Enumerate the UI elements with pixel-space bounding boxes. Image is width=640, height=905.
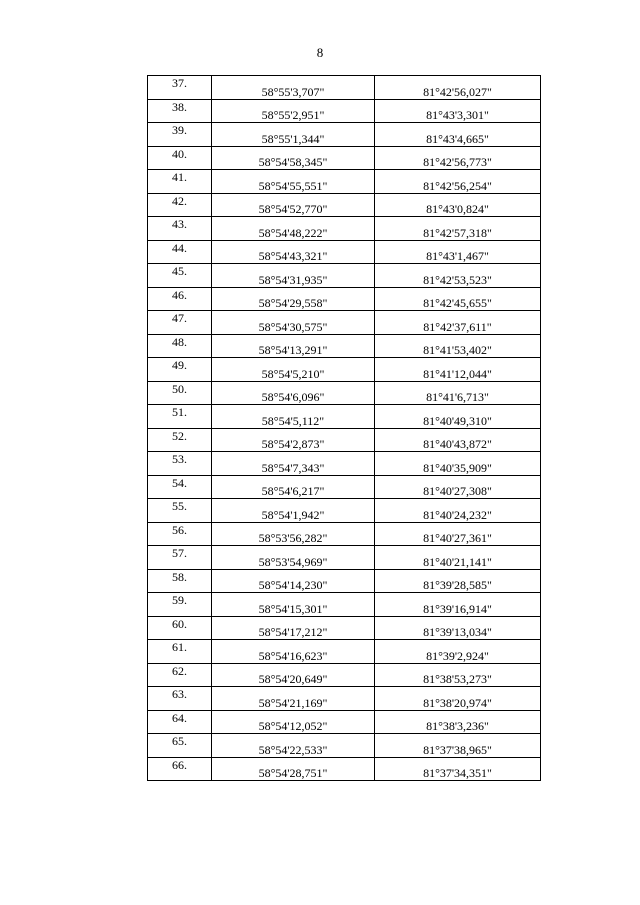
longitude-cell: 81°42'53,523": [375, 264, 541, 288]
latitude-cell: 58°54'15,301": [212, 593, 375, 617]
longitude-cell: 81°43'1,467": [375, 240, 541, 264]
longitude-cell: 81°41'6,713": [375, 381, 541, 405]
table-row: [148, 264, 541, 288]
point-number-cell: 64.: [148, 710, 212, 734]
table-row: [148, 240, 541, 264]
table-row: [148, 193, 541, 217]
longitude-cell: 81°42'56,773": [375, 146, 541, 170]
table-row: [148, 381, 541, 405]
latitude-cell: 58°54'21,169": [212, 687, 375, 711]
longitude-cell: 81°43'3,301": [375, 99, 541, 123]
point-number-cell: 56.: [148, 522, 212, 546]
table-row: [148, 428, 541, 452]
longitude-cell: 81°40'21,141": [375, 546, 541, 570]
point-number-cell: 53.: [148, 452, 212, 476]
table-row: [148, 123, 541, 147]
latitude-cell: 58°54'20,649": [212, 663, 375, 687]
table-row: [148, 710, 541, 734]
longitude-cell: 81°41'53,402": [375, 334, 541, 358]
longitude-cell: 81°42'57,318": [375, 217, 541, 241]
table-row: [148, 334, 541, 358]
latitude-cell: 58°54'31,935": [212, 264, 375, 288]
latitude-cell: 58°54'52,770": [212, 193, 375, 217]
point-number-cell: 37.: [148, 76, 212, 100]
point-number-cell: 61.: [148, 640, 212, 664]
table-row: [148, 499, 541, 523]
latitude-cell: 58°54'29,558": [212, 287, 375, 311]
latitude-cell: 58°53'54,969": [212, 546, 375, 570]
latitude-cell: 58°55'3,707": [212, 76, 375, 100]
latitude-cell: 58°54'55,551": [212, 170, 375, 194]
latitude-cell: 58°54'12,052": [212, 710, 375, 734]
point-number-cell: 60.: [148, 616, 212, 640]
point-number-cell: 59.: [148, 593, 212, 617]
table-row: [148, 452, 541, 476]
point-number-cell: 57.: [148, 546, 212, 570]
latitude-cell: 58°55'1,344": [212, 123, 375, 147]
longitude-cell: 81°37'38,965": [375, 734, 541, 758]
latitude-cell: 58°54'2,873": [212, 428, 375, 452]
latitude-cell: 58°54'14,230": [212, 569, 375, 593]
longitude-cell: 81°39'28,585": [375, 569, 541, 593]
point-number-cell: 51.: [148, 405, 212, 429]
latitude-cell: 58°54'5,112": [212, 405, 375, 429]
longitude-cell: 81°39'13,034": [375, 616, 541, 640]
latitude-cell: 58°54'6,096": [212, 381, 375, 405]
point-number-cell: 44.: [148, 240, 212, 264]
latitude-cell: 58°55'2,951": [212, 99, 375, 123]
point-number-cell: 48.: [148, 334, 212, 358]
table-row: [148, 311, 541, 335]
longitude-cell: 81°40'24,232": [375, 499, 541, 523]
longitude-cell: 81°43'0,824": [375, 193, 541, 217]
longitude-cell: 81°38'3,236": [375, 710, 541, 734]
table-row: [148, 663, 541, 687]
table-row: [148, 76, 541, 100]
table-row: [148, 616, 541, 640]
point-number-cell: 40.: [148, 146, 212, 170]
longitude-cell: 81°40'49,310": [375, 405, 541, 429]
latitude-cell: 58°54'48,222": [212, 217, 375, 241]
longitude-cell: 81°40'27,361": [375, 522, 541, 546]
longitude-cell: 81°40'27,308": [375, 475, 541, 499]
latitude-cell: 58°54'30,575": [212, 311, 375, 335]
point-number-cell: 46.: [148, 287, 212, 311]
longitude-cell: 81°40'35,909": [375, 452, 541, 476]
table-row: [148, 405, 541, 429]
latitude-cell: 58°54'58,345": [212, 146, 375, 170]
latitude-cell: 58°54'22,533": [212, 734, 375, 758]
latitude-cell: 58°54'5,210": [212, 358, 375, 382]
longitude-cell: 81°39'2,924": [375, 640, 541, 664]
point-number-cell: 39.: [148, 123, 212, 147]
table-row: [148, 687, 541, 711]
longitude-cell: 81°40'43,872": [375, 428, 541, 452]
table-row: [148, 640, 541, 664]
longitude-cell: 81°42'45,655": [375, 287, 541, 311]
latitude-cell: 58°54'28,751": [212, 757, 375, 781]
table-row: [148, 146, 541, 170]
point-number-cell: 45.: [148, 264, 212, 288]
table-row: [148, 217, 541, 241]
point-number-cell: 65.: [148, 734, 212, 758]
longitude-cell: 81°38'53,273": [375, 663, 541, 687]
point-number-cell: 49.: [148, 358, 212, 382]
point-number-cell: 62.: [148, 663, 212, 687]
point-number-cell: 42.: [148, 193, 212, 217]
latitude-cell: 58°54'7,343": [212, 452, 375, 476]
point-number-cell: 38.: [148, 99, 212, 123]
point-number-cell: 52.: [148, 428, 212, 452]
point-number-cell: 50.: [148, 381, 212, 405]
point-number-cell: 58.: [148, 569, 212, 593]
latitude-cell: 58°54'1,942": [212, 499, 375, 523]
table-row: [148, 569, 541, 593]
latitude-cell: 58°54'6,217": [212, 475, 375, 499]
latitude-cell: 58°54'17,212": [212, 616, 375, 640]
longitude-cell: 81°37'34,351": [375, 757, 541, 781]
table-row: [148, 170, 541, 194]
latitude-cell: 58°54'43,321": [212, 240, 375, 264]
table-row: [148, 757, 541, 781]
table-row: [148, 522, 541, 546]
longitude-cell: 81°42'56,027": [375, 76, 541, 100]
table-row: [148, 358, 541, 382]
coordinates-table: [147, 75, 541, 781]
table-row: [148, 99, 541, 123]
point-number-cell: 66.: [148, 757, 212, 781]
table-row: [148, 475, 541, 499]
point-number-cell: 47.: [148, 311, 212, 335]
page-number: 8: [316, 45, 324, 60]
point-number-cell: 41.: [148, 170, 212, 194]
coordinates-table-body: [148, 76, 541, 781]
longitude-cell: 81°39'16,914": [375, 593, 541, 617]
longitude-cell: 81°41'12,044": [375, 358, 541, 382]
point-number-cell: 55.: [148, 499, 212, 523]
table-row: [148, 287, 541, 311]
latitude-cell: 58°54'13,291": [212, 334, 375, 358]
point-number-cell: 54.: [148, 475, 212, 499]
table-row: [148, 734, 541, 758]
table-row: [148, 546, 541, 570]
longitude-cell: 81°42'56,254": [375, 170, 541, 194]
longitude-cell: 81°42'37,611": [375, 311, 541, 335]
longitude-cell: 81°43'4,665": [375, 123, 541, 147]
latitude-cell: 58°53'56,282": [212, 522, 375, 546]
point-number-cell: 63.: [148, 687, 212, 711]
latitude-cell: 58°54'16,623": [212, 640, 375, 664]
table-row: [148, 593, 541, 617]
point-number-cell: 43.: [148, 217, 212, 241]
longitude-cell: 81°38'20,974": [375, 687, 541, 711]
